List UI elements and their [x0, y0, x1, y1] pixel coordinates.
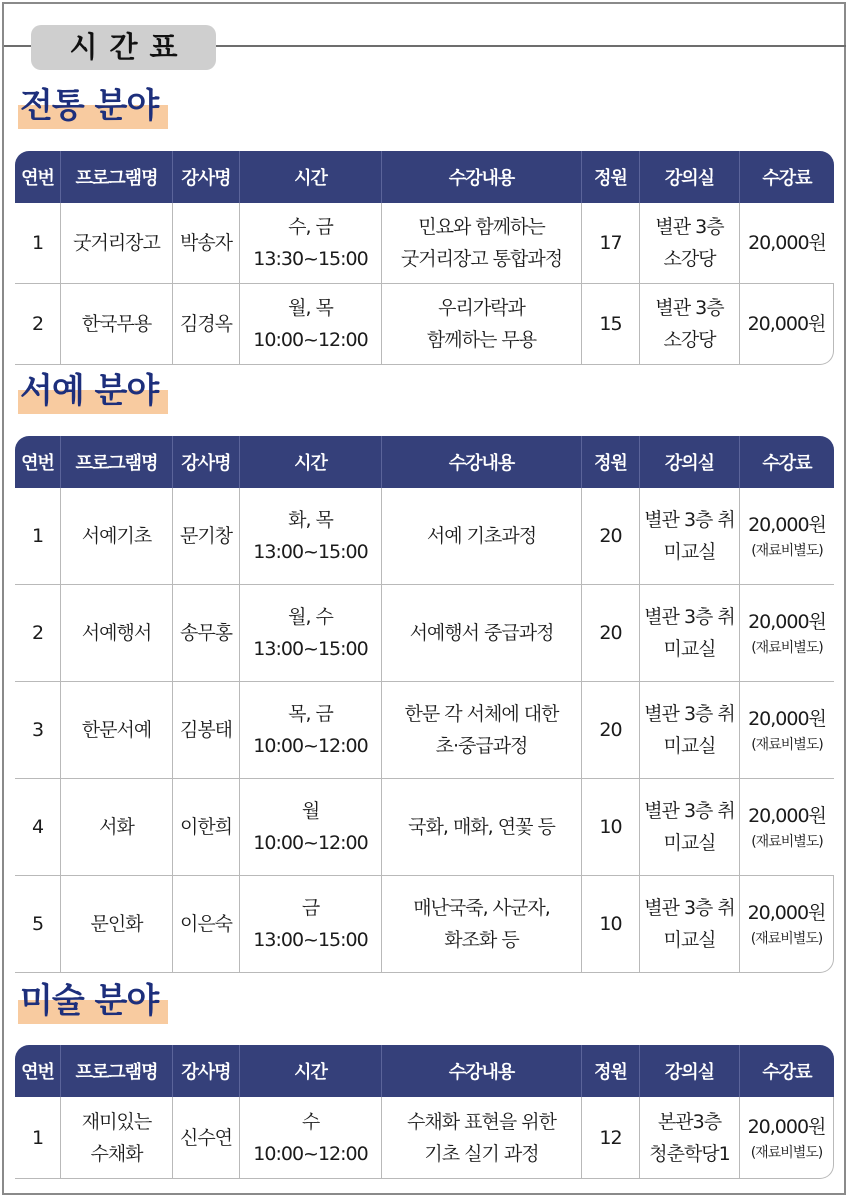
- room-cell-line: 소강당: [663, 329, 716, 351]
- room-cell-line: 미교실: [663, 735, 716, 757]
- column-header: 연번: [15, 1045, 61, 1097]
- time-cell-line: 10:00~12:00: [253, 735, 368, 757]
- content-cell: [382, 203, 582, 284]
- column-header: 강의실: [640, 151, 740, 203]
- room-cell: [640, 284, 740, 365]
- content-cell-line: 매난국죽, 사군자,: [413, 897, 550, 919]
- room-cell-line: 별관 3층: [655, 297, 724, 319]
- no-cell: 3: [15, 682, 61, 779]
- table-row: [15, 284, 834, 365]
- room-cell-line: 별관 3층 취: [644, 606, 735, 628]
- fee-cell: [740, 876, 834, 973]
- content-cell: [382, 682, 582, 779]
- table-row: [15, 488, 834, 585]
- room-cell-line: 소강당: [663, 248, 716, 270]
- time-cell-line: 13:30~15:00: [253, 248, 368, 270]
- column-header: 강의실: [640, 1045, 740, 1097]
- program-cell: 굿거리장고: [61, 203, 173, 284]
- time-cell: [240, 585, 382, 682]
- time-cell: [240, 488, 382, 585]
- room-cell-line: 미교실: [663, 929, 716, 951]
- content-cell-line: 함께하는 무용: [426, 329, 537, 351]
- teacher-cell: 문기창: [173, 488, 240, 585]
- capacity-cell: 15: [582, 284, 640, 365]
- teacher-cell: 김경옥: [173, 284, 240, 365]
- time-cell-line: 월: [301, 800, 320, 822]
- room-cell: [640, 876, 740, 973]
- program-cell: 문인화: [61, 876, 173, 973]
- column-header: 강사명: [173, 1045, 240, 1097]
- column-header: 수강내용: [382, 1045, 582, 1097]
- capacity-cell: 20: [582, 488, 640, 585]
- teacher-cell: 박송자: [173, 203, 240, 284]
- column-header: 프로그램명: [61, 436, 173, 488]
- column-header: 시간: [240, 436, 382, 488]
- column-header: 정원: [582, 151, 640, 203]
- time-cell: [240, 203, 382, 284]
- time-cell-line: 수, 금: [288, 216, 333, 238]
- time-cell-line: 금: [301, 897, 320, 919]
- column-header: 수강료: [740, 1045, 834, 1097]
- room-cell: [640, 779, 740, 876]
- fee-cell-line: 20,000원: [747, 1115, 826, 1138]
- program-cell: 서화: [61, 779, 173, 876]
- content-cell-line: 굿거리장고 통합과정: [400, 248, 563, 270]
- fee-cell-line: (재료비별도): [751, 640, 823, 656]
- time-cell-line: 화, 목: [288, 509, 333, 531]
- column-header: 수강료: [740, 151, 834, 203]
- time-cell-line: 목, 금: [288, 703, 333, 725]
- time-cell-line: 월, 목: [288, 297, 333, 319]
- table-row: [15, 779, 834, 876]
- fee-cell-line: 20,000원: [748, 514, 826, 536]
- schedule-table-traditional: [15, 151, 834, 365]
- teacher-cell: 이은숙: [173, 876, 240, 973]
- column-header: 강사명: [173, 151, 240, 203]
- no-cell: 4: [15, 779, 61, 876]
- fee-cell-line: (재료비별도): [750, 931, 823, 947]
- fee-cell: [740, 1097, 834, 1179]
- room-cell-line: 별관 3층 취: [644, 703, 735, 725]
- fee-cell-line: (재료비별도): [751, 834, 823, 850]
- fee-cell: [740, 585, 834, 682]
- teacher-cell: 김봉태: [173, 682, 240, 779]
- program-cell: 한국무용: [61, 284, 173, 365]
- column-header: 수강내용: [382, 151, 582, 203]
- table-row: [15, 682, 834, 779]
- content-cell-line: 한문 각 서체에 대한: [404, 703, 559, 725]
- no-cell: 2: [15, 585, 61, 682]
- section-title-calligraphy: 서예 분야: [18, 370, 158, 420]
- content-cell: [382, 876, 582, 973]
- content-cell-line: 초·중급과정: [435, 735, 528, 757]
- fee-cell: [740, 488, 834, 585]
- content-cell-line: 민요와 함께하는: [418, 216, 545, 238]
- capacity-cell: 20: [582, 682, 640, 779]
- no-cell: 5: [15, 876, 61, 973]
- table-row: [15, 203, 834, 284]
- no-cell: 1: [15, 488, 61, 585]
- column-header: 강사명: [173, 436, 240, 488]
- teacher-cell: 신수연: [173, 1097, 240, 1179]
- room-cell-line: 별관 3층: [655, 216, 724, 238]
- content-cell: [382, 488, 582, 585]
- section-title-art: 미술 분야: [18, 980, 158, 1030]
- program-cell: 한문서예: [61, 682, 173, 779]
- capacity-cell: 10: [582, 876, 640, 973]
- content-cell-line: 우리가락과: [438, 297, 525, 319]
- no-cell: 1: [15, 1097, 61, 1179]
- room-cell-line: 미교실: [663, 832, 716, 854]
- time-cell: [240, 779, 382, 876]
- content-cell-line: 서예행서 중급과정: [409, 622, 554, 644]
- fee-cell: [740, 284, 834, 365]
- content-cell: [382, 585, 582, 682]
- teacher-cell: 이한희: [173, 779, 240, 876]
- column-header: 프로그램명: [61, 1045, 173, 1097]
- capacity-cell: 20: [582, 585, 640, 682]
- room-cell-line: 본관3층: [657, 1110, 722, 1133]
- content-cell: [382, 284, 582, 365]
- fee-cell-line: (재료비별도): [751, 737, 823, 753]
- fee-cell: [740, 203, 834, 284]
- no-cell: 1: [15, 203, 61, 284]
- fee-cell: [740, 682, 834, 779]
- teacher-cell: 송무홍: [173, 585, 240, 682]
- room-cell-line: 미교실: [663, 541, 716, 563]
- room-cell: [640, 488, 740, 585]
- column-header: 프로그램명: [61, 151, 173, 203]
- column-header: 정원: [582, 1045, 640, 1097]
- fee-cell-line: 20,000원: [747, 902, 826, 924]
- content-cell-line: 화조화 등: [444, 929, 519, 951]
- program-cell: [61, 1097, 173, 1179]
- time-cell-line: 10:00~12:00: [253, 832, 368, 854]
- column-header: 강의실: [640, 436, 740, 488]
- timetable-badge: 시간표: [31, 25, 216, 70]
- table-row: [15, 585, 834, 682]
- fee-cell-line: 20,000원: [748, 708, 826, 730]
- column-header: 시간: [240, 151, 382, 203]
- content-cell-line: 기초 실기 과정: [424, 1142, 539, 1165]
- room-cell: [640, 585, 740, 682]
- column-header: 연번: [15, 151, 61, 203]
- program-cell: 서예행서: [61, 585, 173, 682]
- fee-cell-line: 20,000원: [748, 232, 826, 254]
- room-cell: [640, 682, 740, 779]
- fee-cell-line: (재료비별도): [751, 543, 823, 559]
- time-cell: [240, 682, 382, 779]
- time-cell-line: 수: [301, 1110, 320, 1133]
- time-cell-line: 월, 수: [288, 606, 333, 628]
- column-header: 수강료: [740, 436, 834, 488]
- table-row: [15, 876, 834, 973]
- schedule-table-calligraphy: [15, 436, 834, 973]
- column-header: 수강내용: [382, 436, 582, 488]
- program-cell-line: 재미있는: [81, 1110, 152, 1133]
- time-cell-line: 10:00~12:00: [253, 1142, 368, 1165]
- column-header: 연번: [15, 436, 61, 488]
- time-cell-line: 13:00~15:00: [253, 541, 368, 563]
- fee-cell-line: 20,000원: [747, 313, 826, 335]
- column-header: 정원: [582, 436, 640, 488]
- capacity-cell: 10: [582, 779, 640, 876]
- time-cell-line: 10:00~12:00: [253, 329, 368, 351]
- fee-cell-line: 20,000원: [748, 805, 826, 827]
- room-cell: [640, 203, 740, 284]
- table-row: [15, 1097, 834, 1179]
- capacity-cell: 12: [582, 1097, 640, 1179]
- schedule-table-art: [15, 1045, 834, 1179]
- column-header: 시간: [240, 1045, 382, 1097]
- time-cell-line: 13:00~15:00: [253, 929, 368, 951]
- fee-cell: [740, 779, 834, 876]
- content-cell: [382, 1097, 582, 1179]
- program-cell: 서예기초: [61, 488, 173, 585]
- program-cell-line: 수채화: [90, 1142, 143, 1165]
- room-cell-line: 별관 3층 취: [644, 509, 735, 531]
- time-cell: [240, 876, 382, 973]
- fee-cell-line: 20,000원: [748, 611, 826, 633]
- time-cell: [240, 284, 382, 365]
- capacity-cell: 17: [582, 203, 640, 284]
- content-cell-line: 수채화 표현을 위한: [407, 1110, 556, 1133]
- room-cell-line: 별관 3층 취: [644, 800, 735, 822]
- room-cell: [640, 1097, 740, 1179]
- room-cell-line: 청춘학당1: [649, 1142, 730, 1165]
- content-cell-line: 서예 기초과정: [426, 525, 537, 547]
- room-cell-line: 별관 3층 취: [644, 897, 735, 919]
- content-cell-line: 국화, 매화, 연꽃 등: [408, 816, 555, 838]
- no-cell: 2: [15, 284, 61, 365]
- fee-cell-line: (재료비별도): [750, 1144, 823, 1161]
- room-cell-line: 미교실: [663, 638, 716, 660]
- time-cell: [240, 1097, 382, 1179]
- time-cell-line: 13:00~15:00: [253, 638, 368, 660]
- section-title-traditional: 전통 분야: [18, 85, 158, 135]
- content-cell: [382, 779, 582, 876]
